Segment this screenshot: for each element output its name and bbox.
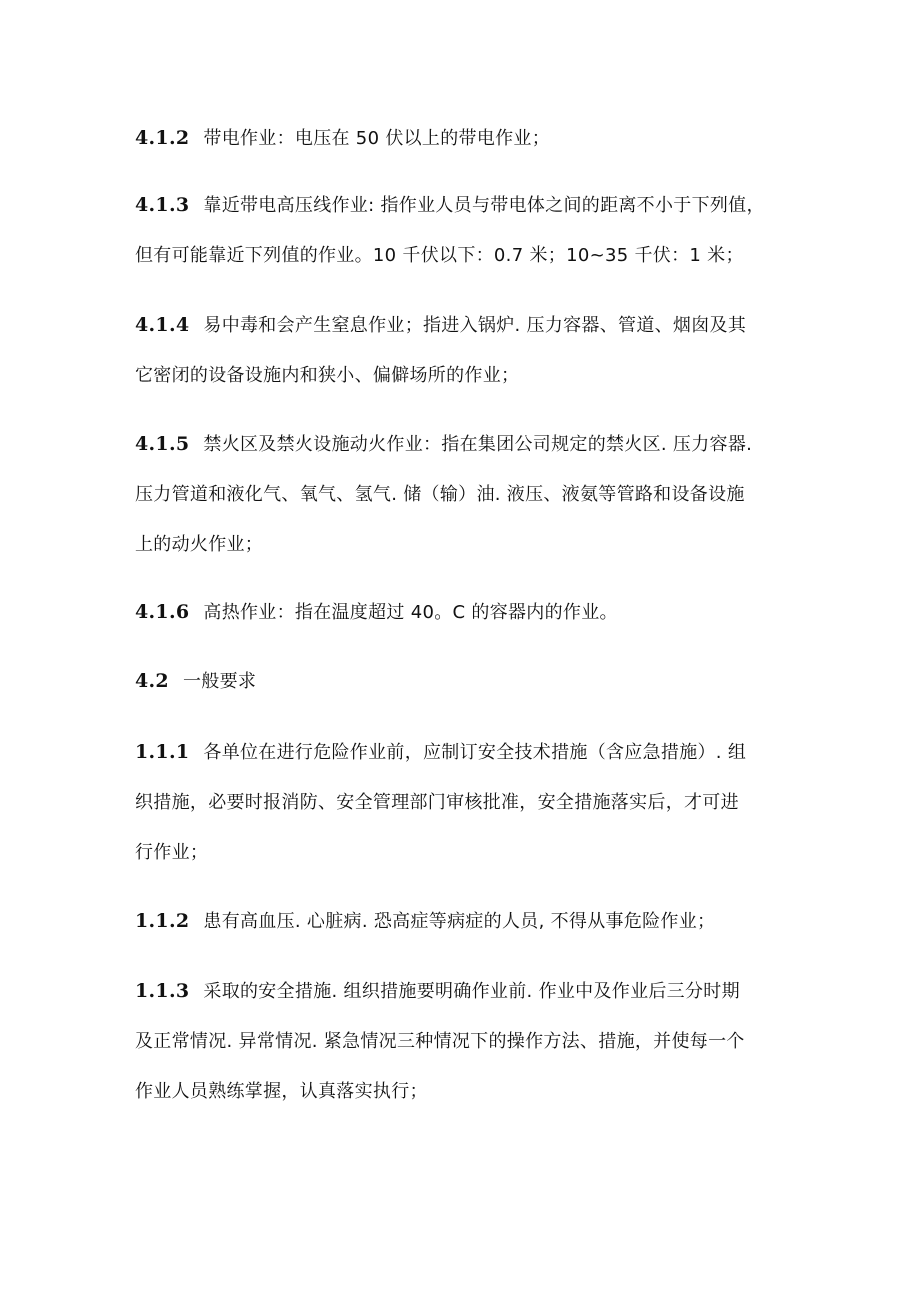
- section-number: 1.1.3: [135, 980, 190, 1002]
- paragraph-text: 压力管道和液化气、氧气、氢气. 储（输）油. 液压、液氨等管路和设备设施: [135, 484, 745, 505]
- paragraph-line: [135, 667, 805, 696]
- section-number: 4.2: [135, 670, 169, 692]
- paragraph-text: 作业人员熟练掌握，认真落实执行；: [135, 1081, 428, 1102]
- paragraph-1-1-3: [135, 977, 805, 1106]
- paragraph-1-1-2: [135, 907, 805, 936]
- paragraph-text: 但有可能靠近下列值的作业。10 千伏以下：0.7 米；10~35 千伏：1 米；: [135, 245, 744, 266]
- paragraph-line: [135, 430, 805, 459]
- paragraph-text: 靠近带电高压线作业: 指作业人员与带电体之间的距离不小于下列值，: [203, 195, 765, 216]
- paragraph-line: [135, 738, 805, 767]
- paragraph-text: 各单位在进行危险作业前，应制订安全技术措施（含应急措施）. 组: [203, 742, 747, 763]
- paragraph-line: [135, 598, 805, 627]
- section-heading-4-2: [135, 667, 805, 696]
- paragraph-line: [135, 838, 805, 867]
- paragraph-text: 带电作业：电压在 50 伏以上的带电作业；: [203, 128, 551, 149]
- section-title: 一般要求: [182, 671, 257, 692]
- paragraph-line: [135, 907, 805, 936]
- paragraph-text: 采取的安全措施. 组织措施要明确作业前. 作业中及作业后三分时期: [203, 981, 740, 1002]
- paragraph-text: 上的动火作业；: [135, 534, 264, 555]
- paragraph-4-1-3: [135, 191, 805, 270]
- paragraph-line: [135, 191, 805, 220]
- paragraph-line: [135, 311, 805, 340]
- paragraph-text: 及正常情况. 异常情况. 紧急情况三种情况下的操作方法、措施，并使每一个: [135, 1031, 745, 1052]
- paragraph-line: [135, 124, 805, 153]
- section-number: 4.1.5: [135, 433, 190, 455]
- paragraph-text: 患有高血压. 心脏病. 恐高症等病症的人员, 不得从事危险作业；: [203, 911, 716, 932]
- section-number: 1.1.1: [135, 741, 190, 763]
- paragraph-line: [135, 361, 805, 390]
- section-number: 4.1.2: [135, 127, 190, 149]
- section-number: 4.1.6: [135, 601, 190, 623]
- paragraph-text: 易中毒和会产生窒息作业；指进入锅炉. 压力容器、管道、烟囱及其: [203, 315, 747, 336]
- paragraph-text: 它密闭的设备设施内和狭小、偏僻场所的作业；: [135, 365, 520, 386]
- paragraph-4-1-2: [135, 124, 805, 153]
- section-number: 4.1.4: [135, 314, 190, 336]
- paragraph-line: [135, 530, 805, 559]
- paragraph-line: [135, 241, 805, 270]
- paragraph-text: 织措施，必要时报消防、安全管理部门审核批准，安全措施落实后，才可进: [135, 792, 739, 813]
- paragraph-line: [135, 977, 805, 1006]
- paragraph-line: [135, 480, 805, 509]
- paragraph-4-1-4: [135, 311, 805, 390]
- section-number: 1.1.2: [135, 910, 190, 932]
- paragraph-line: [135, 788, 805, 817]
- paragraph-line: [135, 1027, 805, 1056]
- section-number: 4.1.3: [135, 194, 190, 216]
- paragraph-text: 高热作业：指在温度超过 40。C 的容器内的作业。: [203, 602, 618, 623]
- paragraph-text: 禁火区及禁火设施动火作业：指在集团公司规定的禁火区. 压力容器.: [203, 434, 753, 455]
- paragraph-text: 行作业；: [135, 842, 209, 863]
- paragraph-1-1-1: [135, 738, 805, 867]
- paragraph-line: [135, 1077, 805, 1106]
- paragraph-4-1-6: [135, 598, 805, 627]
- paragraph-4-1-5: [135, 430, 805, 559]
